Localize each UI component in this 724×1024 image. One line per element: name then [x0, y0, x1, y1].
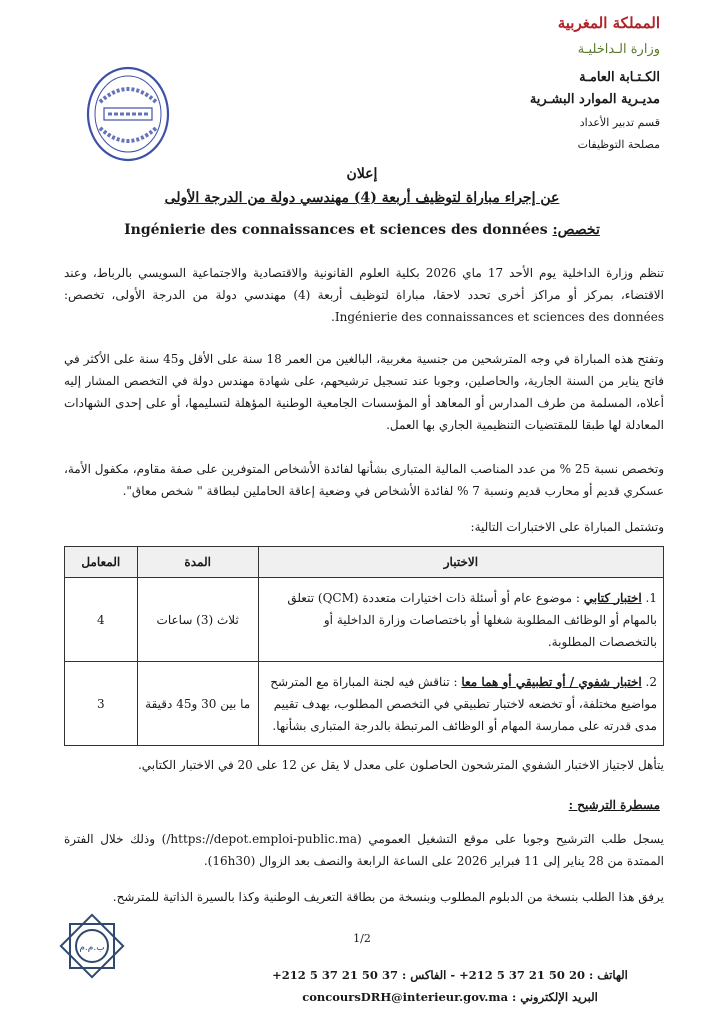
specialty-line [0, 222, 724, 238]
general-secretariat: الكـتـابة العامـة [579, 70, 660, 85]
exam-description: : تناقش فيه لجنة المباراة مع المترشح مواضيع مختلفة، أو تخضعه لاختبار تطبيقي في التخصص المطلوب، بهدف تقييم مدى قدرته على ممارسة المهام أو الوظائف المرتبطة بالدرجة المتبارى بشأنها. [270, 674, 657, 733]
ministry-name: وزارة الـداخليـة [577, 42, 660, 57]
specialty-name: Ingénierie des connaissances et sciences des données [124, 222, 548, 238]
paragraph-quota: وتخصص نسبة 25 % من عدد المناصب المالية المتبارى بشأنها لفائدة الأشخاص المتوفرين على صفة مقاوم، مكفول الأمة، عسكري قديم أو محارب قديم ونسبة 7 % لفائدة الأشخاص في وضعية إعاقة الحاملين لبطاقة " شخص معاق". [64, 462, 665, 498]
exams-table [64, 546, 664, 746]
exam-number: 1. [645, 590, 657, 605]
paragraph-exams-intro: وتشتمل المباراة على الاختبارات التالية: [470, 520, 664, 534]
paragraph-eligibility: وتفتح هذه المباراة في وجه المترشحين من جنسية مغربية، البالغين من العمر 18 سنة على الأقل و45 سنة على الأكثر في فاتح يناير من السنة الجارية، والحاصلين، وجوبا عند تسجيل ترشيحهم، على شهادة مهندس دولة في التخصص المشار إليه أعلاه، المسلمة من طرف المدارس أو المعاهد أو المؤسسات الجامعية الوطنية المؤهلة لتسليمها، أو على إحدى الشهادات المعادلة لها طبقا للمقتضيات التنظيمية الجاري بها العمل. [64, 352, 665, 432]
application-registration-text: يسجل طلب الترشيح وجوبا على موقع التشغيل العمومي (https://depot.emploi-public.ma/) وذلك خلال الفترة الممتدة من 28 يناير إلى 11 فبراير 2026 على الساعة الرابعة والنصف بعد الزوال (16h30). [64, 832, 664, 868]
coefficient-cell: 4 [65, 578, 138, 662]
logo-text: ب.م.م [79, 943, 105, 953]
exam-title: اختبار كتابي [583, 590, 642, 605]
table-header-row [65, 547, 664, 578]
hr-directorate: مديـرية الموارد البشـرية [529, 92, 660, 107]
page-number: 1/2 [353, 932, 371, 945]
header-exam: الاختبار [258, 547, 663, 578]
coefficient-cell: 3 [65, 662, 138, 746]
exam-cell [258, 578, 663, 662]
application-procedure-title: مسطرة الترشيح : [568, 798, 660, 812]
specialty-label: تخصص: [552, 222, 600, 238]
header-duration: المدة [137, 547, 258, 578]
exam-description: : موضوع عام أو أسئلة ذات اختيارات متعددة (QCM) تتعلق بالمهام أو الوظائف المطلوبة شغلها أو باختصاصات وزارة الداخلية أو بالتخصصات المطلوبة. [287, 590, 657, 649]
exam-number: 2. [645, 674, 657, 689]
paragraph-organization: تنظم وزارة الداخلية يوم الأحد 17 ماي 2026 بكلية العلوم القانونية والاقتصادية والاجتماعية السويسي بالرباط، وعند الاقتضاء، بمركز أو مراكز أخرى تحدد لاحقا، مباراة لتوظيف أربعة (4) مهندسي دولة من الدرجة الأولى، تخصص: Ingénierie des connaissances et sciences des données. [64, 266, 664, 324]
exam-title: اختبار شفوي / أو تطبيقي أو هما معا [461, 674, 642, 689]
exam-cell [258, 662, 663, 746]
table-row [65, 578, 664, 662]
duration-cell: ما بين 30 و45 دقيقة [137, 662, 258, 746]
kingdom-title: المملكة المغربية [557, 14, 660, 32]
table-row [65, 662, 664, 746]
ministry-logo-emblem [56, 910, 128, 982]
announcement-heading: إعلان [346, 166, 378, 182]
ministry-seal-stamp [86, 66, 170, 162]
budget-division: قسم تدبير الأعداد [579, 116, 660, 129]
application-attachments-text: يرفق هذا الطلب بنسخة من الدبلوم المطلوب وبنسخة من بطاقة التعريف الوطنية وكذا بالسيرة الذاتية للمترشح. [112, 890, 664, 904]
footer-contact-phones: الهاتف : 20 50 21 37 5 212+ - الفاكس : 37 50 21 37 5 212+ [272, 968, 628, 982]
announcement-subject: عن إجراء مباراة لتوظيف أربعة (4) مهندسي دولة من الدرجة الأولى [164, 190, 560, 206]
recruitment-service: مصلحة التوظيفات [577, 138, 660, 151]
header-coefficient: المعامل [65, 547, 138, 578]
duration-cell: ثلاث (3) ساعات [137, 578, 258, 662]
footer-contact-email: البريد الإلكتروني : concoursDRH@interieur.gov.ma [302, 990, 598, 1004]
oral-eligibility-note: يتأهل لاجتياز الاختبار الشفوي المترشحون الحاصلون على معدل لا يقل عن 12 على 20 في الاختبار الكتابي. [137, 758, 664, 772]
